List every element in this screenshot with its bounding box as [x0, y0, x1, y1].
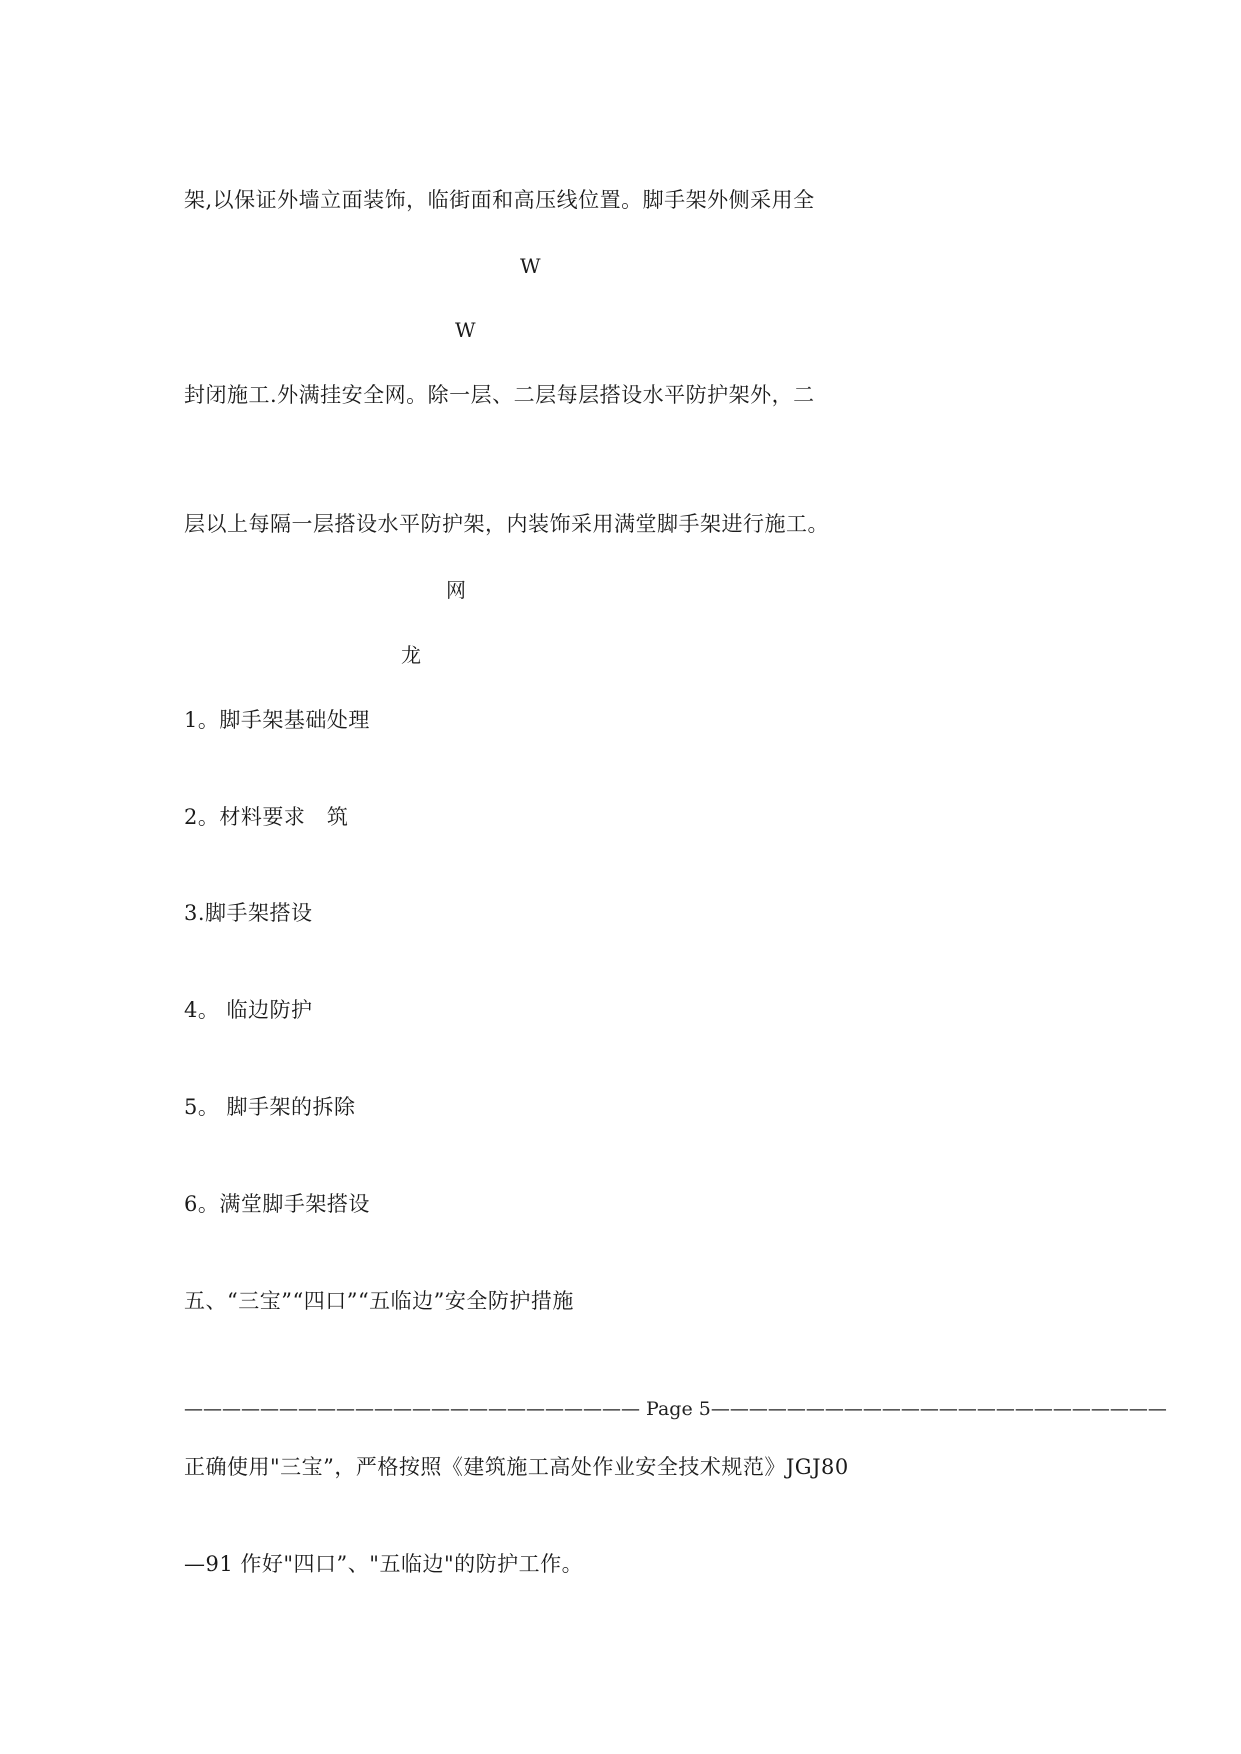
list-item-6: 6。满堂脚手架搭设	[184, 1192, 370, 1216]
paragraph-line-3: 层以上每隔一层搭设水平防护架，内装饰采用满堂脚手架进行施工。	[184, 512, 829, 536]
paragraph-line-2: 封闭施工.外满挂安全网。除一层、二层每层搭设水平防护架外，二	[184, 383, 815, 407]
list-item-5: 5。 脚手架的拆除	[184, 1095, 356, 1119]
list-item-3: 3.脚手架搭设	[184, 901, 313, 925]
stray-mark-w-1: W	[520, 254, 541, 278]
paragraph-line-1: 架,以保证外墙立面装饰，临街面和高压线位置。脚手架外侧采用全	[184, 188, 815, 212]
list-item-2: 2。材料要求 筑	[184, 805, 349, 829]
stray-mark-w-2: W	[455, 318, 476, 342]
closing-line-2: —91 作好"四口”、"五临边"的防护工作。	[184, 1552, 584, 1576]
closing-line-1: 正确使用"三宝”，严格按照《建筑施工高处作业安全技术规范》JGJ80	[184, 1455, 849, 1479]
stray-mark-long: 龙	[401, 643, 421, 667]
stray-mark-wang: 网	[446, 578, 466, 602]
list-item-4: 4。 临边防护	[184, 998, 313, 1022]
list-item-1: 1。脚手架基础处理	[184, 708, 370, 732]
section-heading: 五、“三宝”“四口”“五临边”安全防护措施	[184, 1289, 574, 1313]
page-break-marker: ———————————————————————— Page 5————————————————————————	[184, 1398, 1167, 1420]
